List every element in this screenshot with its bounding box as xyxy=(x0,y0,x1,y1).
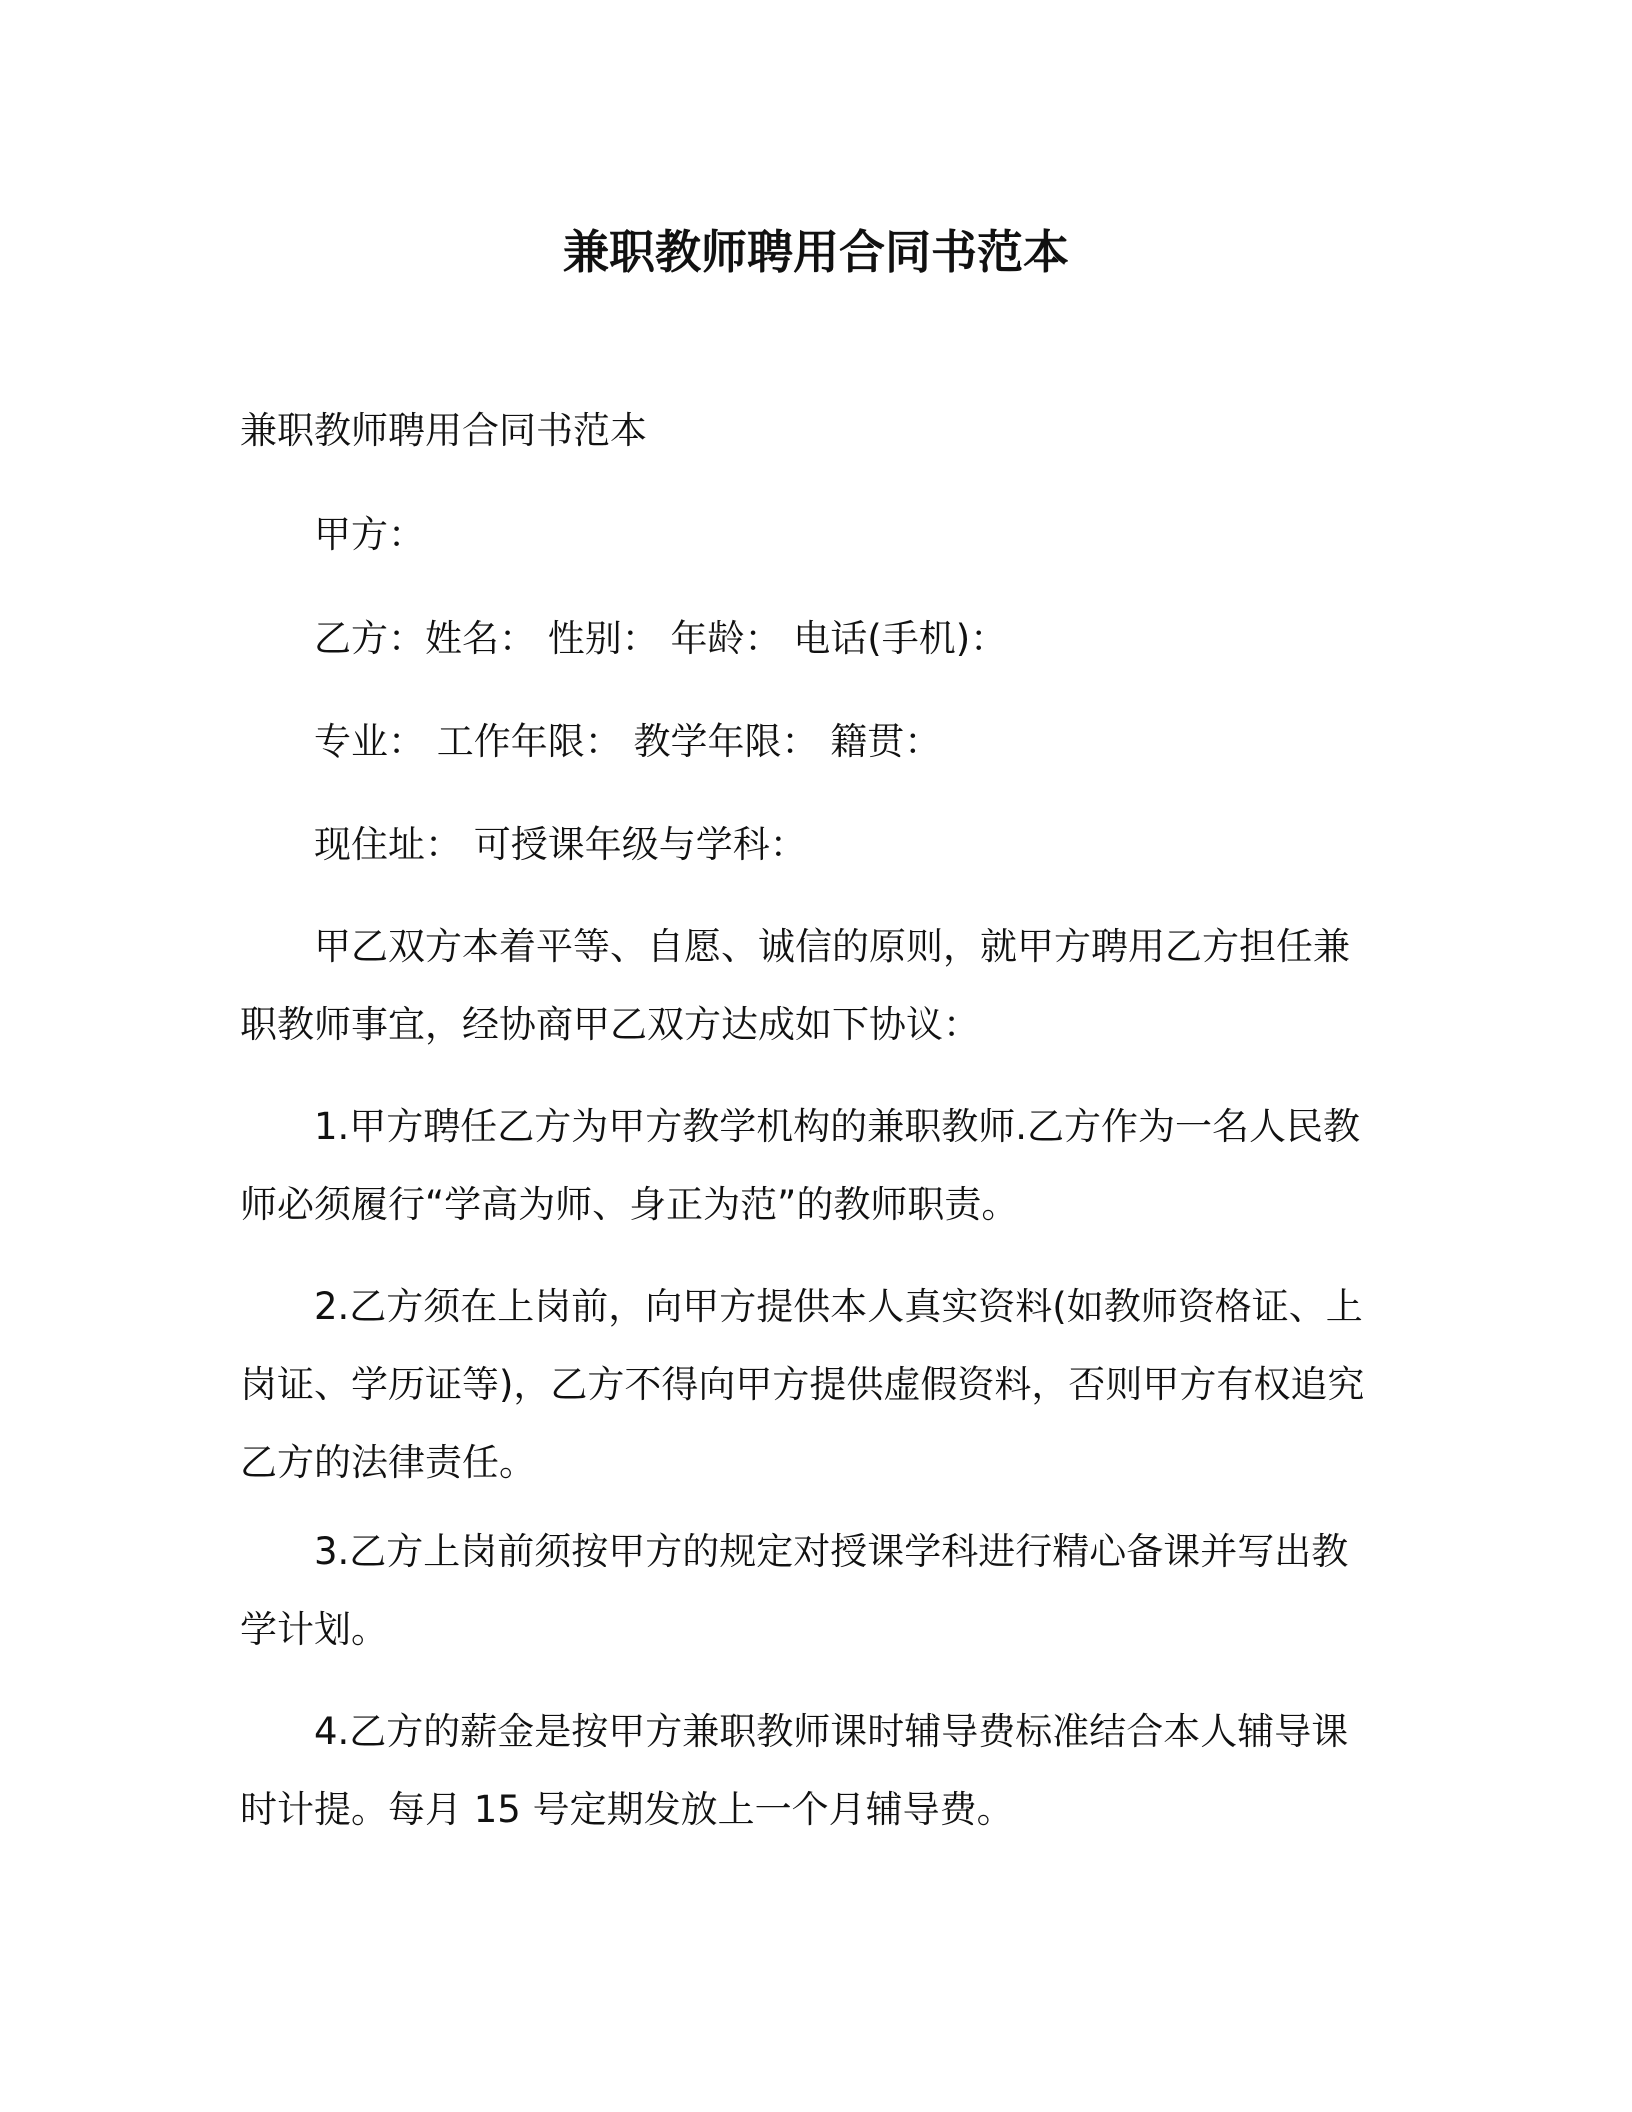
profession-fields: 专业： 工作年限： 教学年限： 籍贯： xyxy=(314,720,942,763)
paragraph-line: 岗证、学历证等)，乙方不得向甲方提供虚假资料，否则甲方有权追究 xyxy=(240,1363,1365,1406)
paragraph-line: 1.甲方聘任乙方为甲方教学机构的兼职教师.乙方作为一名人民教 xyxy=(314,1105,1361,1148)
party-a-label: 甲方： xyxy=(314,513,425,556)
clause-3-paragraph xyxy=(240,1513,1372,1669)
party-a-line xyxy=(240,496,1372,574)
paragraph-line: 4.乙方的薪金是按甲方兼职教师课时辅导费标准结合本人辅导课 xyxy=(314,1710,1349,1753)
party-b-fields: 乙方：姓名： 性别： 年龄： 电话(手机)： xyxy=(314,617,1008,660)
profession-line xyxy=(240,703,1372,781)
document-subtitle: 兼职教师聘用合同书范本 xyxy=(240,409,647,452)
address-fields: 现住址： 可授课年级与学科： xyxy=(314,823,807,866)
party-b-line xyxy=(240,600,1372,678)
paragraph-line: 职教师事宜，经协商甲乙双方达成如下协议： xyxy=(240,1003,980,1046)
address-line xyxy=(240,806,1372,884)
paragraph-line: 2.乙方须在上岗前，向甲方提供本人真实资料(如教师资格证、上 xyxy=(314,1285,1363,1328)
paragraph-line: 甲乙双方本着平等、自愿、诚信的原则，就甲方聘用乙方担任兼 xyxy=(314,925,1350,968)
paragraph-line: 3.乙方上岗前须按甲方的规定对授课学科进行精心备课并写出教 xyxy=(314,1530,1349,1573)
paragraph-line: 师必须履行“学高为师、身正为范”的教师职责。 xyxy=(240,1183,1019,1226)
paragraph-line: 时计提。每月 15 号定期发放上一个月辅导费。 xyxy=(240,1788,1014,1831)
intro-paragraph xyxy=(240,908,1372,1064)
paragraph-line: 乙方的法律责任。 xyxy=(240,1441,536,1484)
document-body xyxy=(240,392,1372,470)
clause-4-paragraph xyxy=(240,1693,1372,1849)
clause-1-paragraph xyxy=(240,1088,1372,1244)
clause-2-paragraph xyxy=(240,1268,1372,1502)
document-title: 兼职教师聘用合同书范本 xyxy=(563,225,1069,279)
paragraph-line: 学计划。 xyxy=(240,1608,388,1651)
